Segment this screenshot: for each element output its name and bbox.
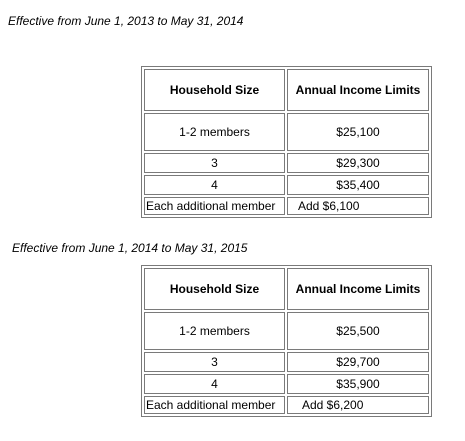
household-size-cell: Each additional member xyxy=(144,396,285,414)
effective-date-caption: Effective from June 1, 2014 to May 31, 2015 xyxy=(12,241,248,255)
column-header-annual-income-limits: Annual Income Limits xyxy=(287,69,429,111)
column-header-household-size: Household Size xyxy=(144,268,285,310)
table-row xyxy=(144,197,429,215)
household-size-cell: 4 xyxy=(144,374,285,394)
household-size-cell: 1-2 members xyxy=(144,113,285,151)
income-limit-cell: Add $6,200 xyxy=(287,396,429,414)
household-size-cell: Each additional member xyxy=(144,197,285,215)
table-row xyxy=(144,175,429,195)
column-header-annual-income-limits: Annual Income Limits xyxy=(287,268,429,310)
household-size-cell: 4 xyxy=(144,175,285,195)
income-limit-cell: Add $6,100 xyxy=(287,197,429,215)
table-header-row xyxy=(144,268,429,310)
income-limit-cell: $29,300 xyxy=(287,153,429,173)
table-row xyxy=(144,374,429,394)
income-limits-table xyxy=(141,265,432,417)
household-size-cell: 3 xyxy=(144,352,285,372)
table-row xyxy=(144,113,429,151)
table-row xyxy=(144,312,429,350)
table-row xyxy=(144,352,429,372)
income-limit-cell: $35,900 xyxy=(287,374,429,394)
table-row xyxy=(144,396,429,414)
income-limit-cell: $25,100 xyxy=(287,113,429,151)
column-header-household-size: Household Size xyxy=(144,69,285,111)
table-header-row xyxy=(144,69,429,111)
household-size-cell: 1-2 members xyxy=(144,312,285,350)
table-row xyxy=(144,153,429,173)
income-limit-cell: $35,400 xyxy=(287,175,429,195)
income-limits-table xyxy=(141,66,432,218)
income-limit-cell: $25,500 xyxy=(287,312,429,350)
income-limit-cell: $29,700 xyxy=(287,352,429,372)
household-size-cell: 3 xyxy=(144,153,285,173)
effective-date-caption: Effective from June 1, 2013 to May 31, 2014 xyxy=(8,14,244,28)
